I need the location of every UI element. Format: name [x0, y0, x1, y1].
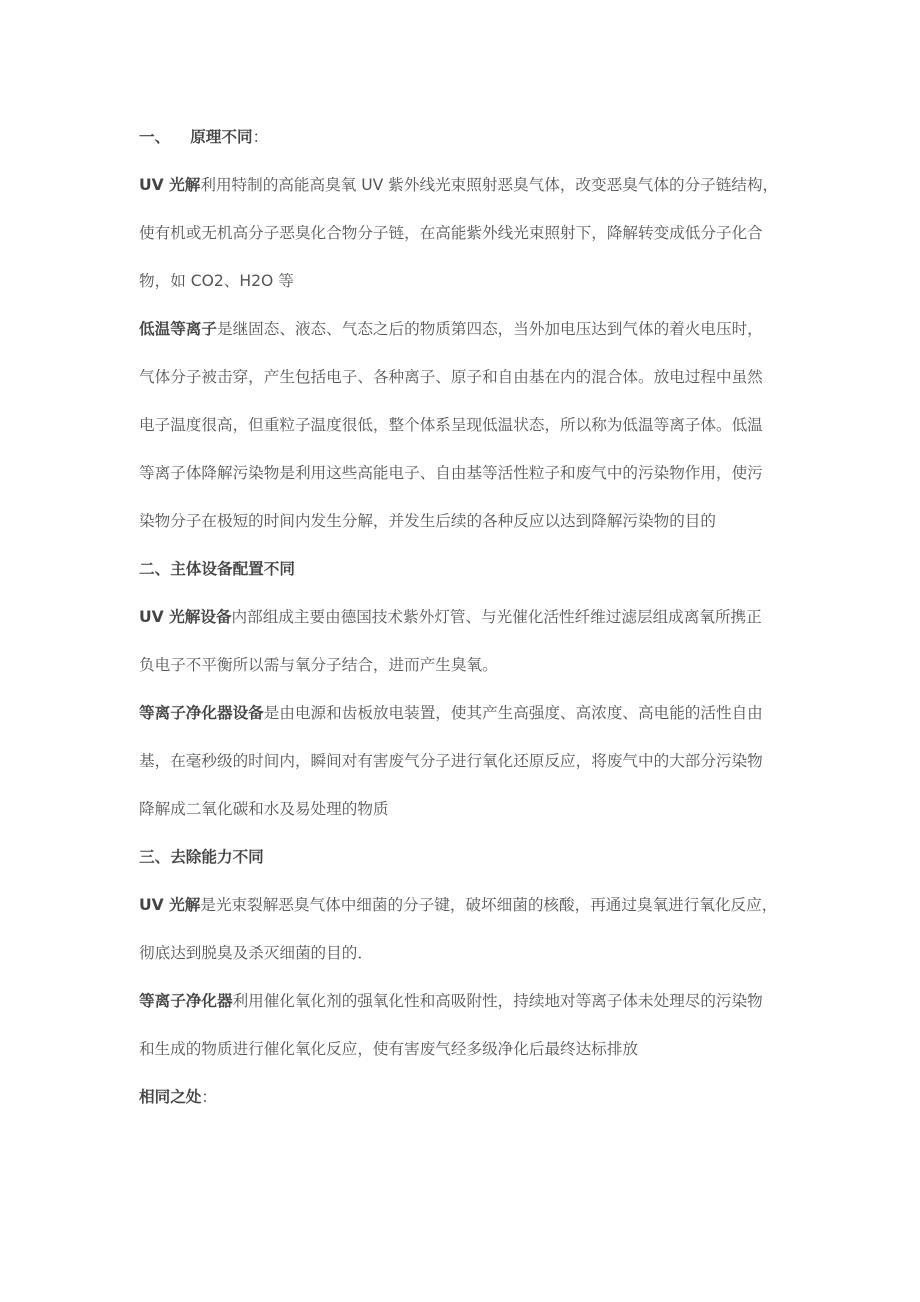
section-1-colon: ： [252, 128, 269, 146]
uv-removal-label: UV 光解 [139, 896, 201, 914]
section-2-heading: 二、主体设备配置不同 [139, 560, 295, 578]
similarities-colon: ： [201, 1088, 217, 1106]
similarities-label: 相同之处 [139, 1088, 202, 1106]
section-1-heading [139, 118, 789, 166]
plasma-device-line-3: 降解成二氧化碳和水及易处理的物质 [139, 800, 389, 818]
uv-principle-label: UV 光解 [139, 176, 201, 194]
plasma-principle-line-4: 等离子体降解污染物是利用这些高能电子、自由基等活性粒子和废气中的污染物作用，使污 [139, 464, 763, 482]
section-1-number: 一、 [139, 128, 171, 146]
uv-removal-line-1 [139, 886, 789, 934]
plasma-principle-line-2: 气体分子被击穿，产生包括电子、各种离子、原子和自由基在内的混合体。放电过程中虽然 [139, 368, 763, 386]
uv-device-label: UV 光解设备 [139, 608, 232, 626]
plasma-device-line-2: 基，在毫秒级的时间内，瞬间对有害废气分子进行氧化还原反应，将废气中的大部分污染物 [139, 752, 763, 770]
uv-principle-line-3: 物，如 CO2、H2O 等 [139, 272, 294, 290]
uv-principle-line-1 [139, 166, 789, 214]
plasma-removal-text-1: 利用催化氧化剂的强氧化性和高吸附性，持续地对等离子体未处理尽的污染物 [232, 992, 763, 1010]
document-body [139, 118, 789, 1126]
uv-device-text-1: 内部组成主要由德国技术紫外灯管、与光催化活性纤维过滤层组成离氧所携正 [231, 608, 762, 626]
section-1-title: 原理不同 [190, 128, 253, 146]
plasma-principle-label: 低温等离子 [139, 320, 217, 338]
plasma-removal-line-1 [139, 982, 789, 1030]
plasma-removal-label: 等离子净化器 [139, 992, 233, 1010]
uv-device-line-2: 负电子不平衡所以需与氧分子结合，进而产生臭氧。 [139, 656, 498, 674]
plasma-removal-line-2: 和生成的物质进行催化氧化反应，使有害废气经多级净化后最终达标排放 [139, 1040, 639, 1058]
similarities-heading [139, 1078, 789, 1126]
plasma-principle-line-1 [139, 310, 789, 358]
plasma-principle-text-1: 是继固态、液态、气态之后的物质第四态，当外加电压达到气体的着火电压时， [216, 320, 763, 338]
plasma-device-line-1 [139, 694, 789, 742]
plasma-principle-line-5: 染物分子在极短的时间内发生分解，并发生后续的各种反应以达到降解污染物的目的 [139, 512, 716, 530]
plasma-principle-line-3: 电子温度很高，但重粒子温度很低，整个体系呈现低温状态，所以称为低温等离子体。低温 [139, 416, 763, 434]
plasma-device-text-1: 是由电源和齿板放电装置，使其产生高强度、高浓度、高电能的活性自由 [263, 704, 763, 722]
uv-removal-line-2: 彻底达到脱臭及杀灭细菌的目的． [139, 944, 373, 962]
uv-principle-text-1: 利用特制的高能高臭氧 UV 紫外线光束照射恶臭气体，改变恶臭气体的分子链结构， [200, 176, 779, 194]
uv-device-line-1 [139, 598, 789, 646]
uv-removal-text-1: 是光束裂解恶臭气体中细菌的分子键，破坏细菌的核酸，再通过臭氧进行氧化反应， [200, 896, 778, 914]
uv-principle-line-2: 使有机或无机高分子恶臭化合物分子链，在高能紫外线光束照射下，降解转变成低分子化合 [139, 224, 763, 242]
plasma-device-label: 等离子净化器设备 [139, 704, 264, 722]
section-3-heading: 三、去除能力不同 [139, 848, 264, 866]
